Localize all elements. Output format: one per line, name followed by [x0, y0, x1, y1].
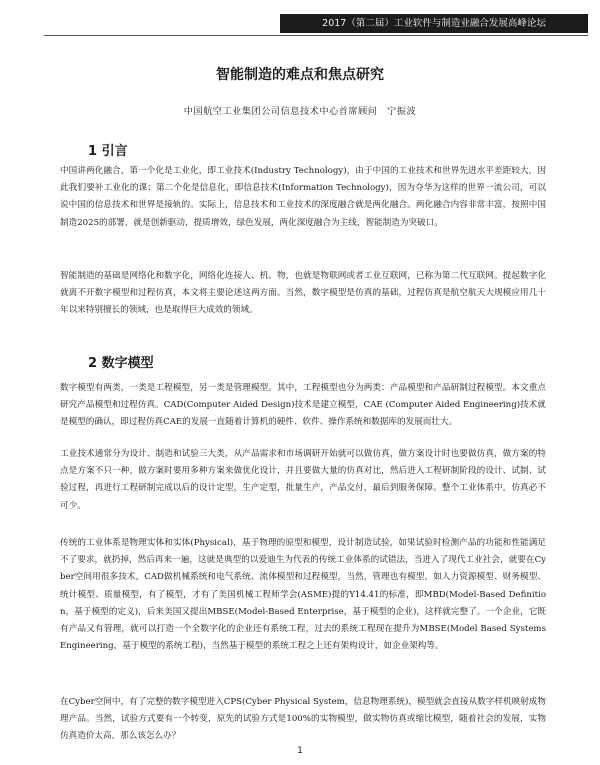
- paper-title: 智能制造的难点和焦点研究: [216, 67, 384, 83]
- model-paragraph-4: 在Cyber空间中，有了完整的数字模型进入CPS(Cyber Physical System，信息物理系统)，模型就会直接从数字样机映射成物理产品。当然，试验方式要有一个转变，原先的试验方式是100%的实物模型，做实物仿真或缩比模型，随着社会的发展，实物仿真造价太高，那么该怎么办？: [60, 697, 546, 742]
- conference-banner: 2017（第二届）工业软件与制造业融合发展高峰论坛: [280, 14, 588, 33]
- intro-paragraph-1: 中国讲两化融合，第一个化是工业化，即工业技术(Industry Technology)，由于中国的工业技术和世界先进水平差距较大，因此我们要补工业化的课；第二个化是信息化，即信息技术(Information Technology)，因为夺华为这样的世界一流公司，可以说中国的信息技术和世界是接轨的。实际上，信息技术和工业技术的深度融合就是两化融合。两化融合内容非常丰富，按照中国制造2025的部署，就是创新驱动，提质增效，绿色发展，两化深度融合为主线，智能制造为突破口。: [60, 166, 546, 228]
- page-number: 1: [297, 746, 303, 756]
- model-paragraph-1: 数字模型有两类，一类是工程模型，另一类是管理模型。其中，工程模型也分为两类：产品模型和产品研制过程模型。本文重点研究产品模型和过程仿真。CAD(Computer Aided Design)技术是建立模型，CAE (Computer Aided Engineering)技术就是模型的确认，即过程仿真CAE的发展一直随着计算机的硬件、软件、操作系统和数据库的发展而壮大。: [60, 383, 546, 428]
- section-heading-digital-model: 2 数字模型: [88, 356, 154, 371]
- author-line: 中国航空工业集团公司信息技术中心首席顾问 宁振波: [183, 106, 417, 117]
- model-paragraph-3: 传统的工业体系是物理实体和实体(Physical)，基于物理的原型和模型，设计制造试验，如果试验时检测产品的功能和性能满足不了要求，就扔掉，然后再来一遍，这就是典型的以爱迪生为代表的传统工业体系的试错法，当进入了现代工业社会，就要在Cyber空间用很多技术，CAD做机械系统和电气系统、流体模型和过程模型，当然，管理也有模型，如人力资源模型、财务模型、统计模型、质量模型，有了模型，才有了美国机械工程师学会(ASME)提的Y14.41的标准，即MBD(Model-Based Definition，基于模型的定义)，后来美国又提出MBSE(Model-Based Enterprise，基于模型的企业)，这样就完整了。一个企业，它既有产品又有管理，就可以打造一个全数字化的企业还有系统工程，过去的系统工程现在提升为MBSE(Model Based Systems Engineering，基于模型的系统工程)，当然基于模型的系统工程之上还有架构设计，如企业架构等。: [60, 538, 546, 652]
- intro-paragraph-2: 智能制造的基础是网络化和数字化，网络化连接人、机、物，也就是物联网或者工业互联网，已称为第二代互联网。提起数字化就离不开数字模型和过程仿真，本文将主要论述这两方面。当然，数字模型是仿真的基础，过程仿真是航空航天大规模应用几十年以来特别擅长的领域，也是取得巨大成效的领域。: [60, 271, 546, 316]
- section-heading-introduction: 1 引言: [88, 144, 128, 159]
- header-rule: [44, 35, 588, 36]
- model-paragraph-2: 工业技术通常分为设计、制造和试验三大类，从产品需求和市场调研开始就可以做仿真，做方案设计时也要做仿真，做方案的特点是方案不只一种，做方案时要用多种方案来做优化设计，并且要做大量的仿真对比，然后进入工程研制阶段的设计、试制、试验过程，再进行工程研制完成以后的设计定型，生产定型，批量生产，产品交付，最后到服务保障。整个工业体系中，仿真必不可少。: [60, 449, 546, 511]
